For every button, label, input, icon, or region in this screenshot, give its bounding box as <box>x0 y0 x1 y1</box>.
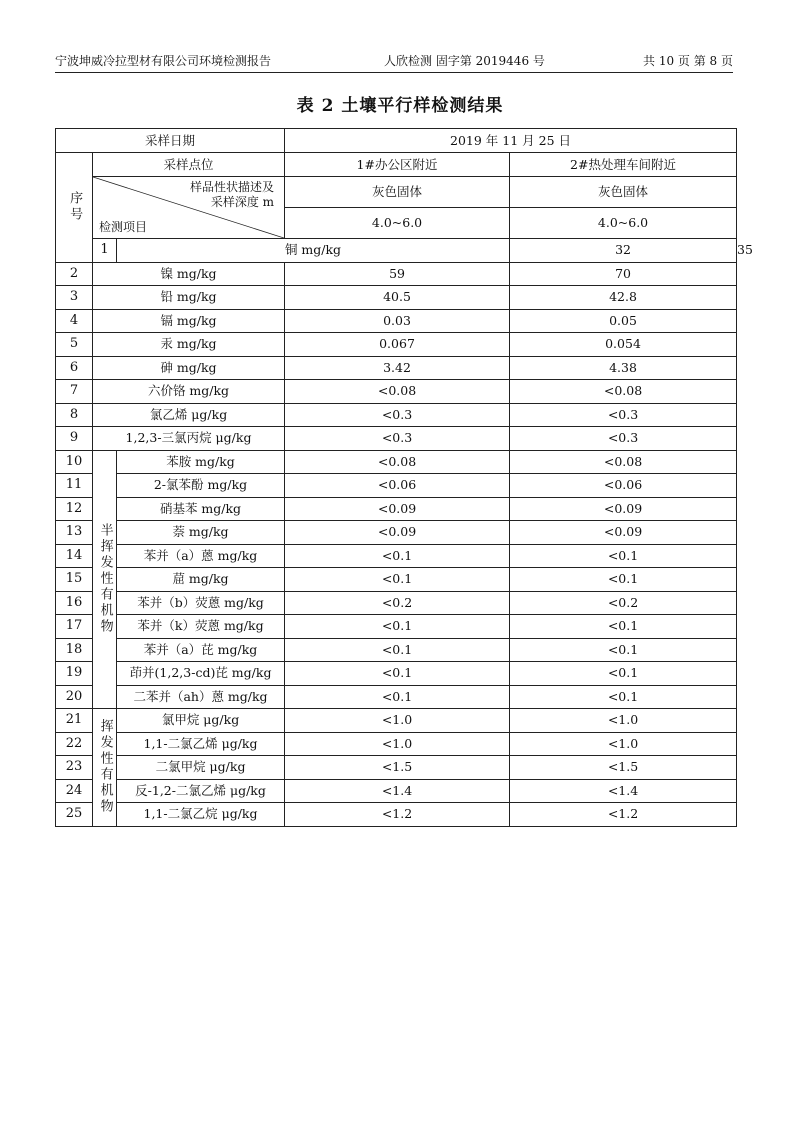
table-row <box>56 662 737 686</box>
point-2-name: 2#热处理车间附近 <box>510 153 737 177</box>
row-value-point-2: <0.3 <box>510 427 737 451</box>
row-value-point-2: <0.3 <box>510 403 737 427</box>
row-value-point-2: <0.1 <box>510 544 737 568</box>
row-number: 10 <box>56 450 93 474</box>
table-row <box>56 568 737 592</box>
row-number: 25 <box>56 803 93 827</box>
row-number: 4 <box>56 309 93 333</box>
table-row <box>56 497 737 521</box>
row-number: 8 <box>56 403 93 427</box>
row-value-point-1: <0.08 <box>285 450 510 474</box>
row-item: 萘 mg/kg <box>117 521 285 545</box>
row-item: 反-1,2-二氯乙烯 μg/kg <box>117 779 285 803</box>
row-number: 16 <box>56 591 93 615</box>
table-title: 表 2 土壤平行样检测结果 <box>296 96 504 116</box>
row-item: 二氯甲烷 μg/kg <box>117 756 285 780</box>
desc-label <box>190 180 274 210</box>
group-label-voc: 挥发性有机物 <box>93 709 117 827</box>
row-value-point-1: 59 <box>285 262 510 286</box>
row-value-point-2: 4.38 <box>510 356 737 380</box>
row-value-point-2: 70 <box>510 262 737 286</box>
row-value-point-2: <0.1 <box>510 662 737 686</box>
table-row <box>56 732 737 756</box>
row-item: 氯乙烯 μg/kg <box>93 403 285 427</box>
row-value-point-2: <0.1 <box>510 615 737 639</box>
row-number: 11 <box>56 474 93 498</box>
row-item: 苯并（a）芘 mg/kg <box>117 638 285 662</box>
soil-results-table <box>55 128 753 827</box>
row-item: 䓛 mg/kg <box>117 568 285 592</box>
header-row-point <box>56 153 737 177</box>
table-row <box>56 427 737 451</box>
row-item: 氯甲烷 μg/kg <box>117 709 285 733</box>
row-item: 苯胺 mg/kg <box>117 450 285 474</box>
row-number: 22 <box>56 732 93 756</box>
point-1-depth: 4.0~6.0 <box>285 208 510 239</box>
row-value-point-2: <0.1 <box>510 685 737 709</box>
table-row <box>56 450 737 474</box>
row-value-point-1: 0.067 <box>285 333 510 357</box>
table-row <box>56 286 737 310</box>
table-row <box>56 709 737 733</box>
row-value-point-1: 0.03 <box>285 309 510 333</box>
header-row-desc <box>56 177 737 208</box>
point-1-desc: 灰色固体 <box>285 177 510 208</box>
row-number: 13 <box>56 521 93 545</box>
row-value-point-2: <1.2 <box>510 803 737 827</box>
row-item: 汞 mg/kg <box>93 333 285 357</box>
table-row <box>56 615 737 639</box>
row-value-point-1: <0.3 <box>285 427 510 451</box>
row-item: 1,1-二氯乙烯 μg/kg <box>117 732 285 756</box>
seq-label: 序号 <box>56 153 93 263</box>
row-number: 14 <box>56 544 93 568</box>
row-value-point-2: <1.0 <box>510 709 737 733</box>
row-item: 苯并（k）荧蒽 mg/kg <box>117 615 285 639</box>
group-label-svoc: 半挥发性有机物 <box>93 450 117 709</box>
row-value-point-1: 3.42 <box>285 356 510 380</box>
row-number: 24 <box>56 779 93 803</box>
table-row <box>56 638 737 662</box>
item-label: 检测项目 <box>99 219 148 234</box>
row-item: 2-氯苯酚 mg/kg <box>117 474 285 498</box>
row-value-point-1: 32 <box>510 239 737 263</box>
row-value-point-1: <1.4 <box>285 779 510 803</box>
table-row <box>56 756 737 780</box>
row-value-point-1: <1.2 <box>285 803 510 827</box>
row-value-point-1: <0.08 <box>285 380 510 404</box>
row-number: 12 <box>56 497 93 521</box>
table-row <box>56 380 737 404</box>
row-number: 5 <box>56 333 93 357</box>
table-row <box>56 803 737 827</box>
row-item: 1,1-二氯乙烷 μg/kg <box>117 803 285 827</box>
row-item: 铅 mg/kg <box>93 286 285 310</box>
row-item: 苯并（b）荧蒽 mg/kg <box>117 591 285 615</box>
row-value-point-2: <0.1 <box>510 638 737 662</box>
row-item: 六价铬 mg/kg <box>93 380 285 404</box>
diagonal-header-cell <box>93 177 285 239</box>
table-row: 1 铜 mg/kg 32 35 <box>56 239 737 263</box>
header-company: 宁波坤威冷拉型材有限公司环境检测报告 <box>55 54 272 68</box>
page-header <box>55 50 733 73</box>
row-value-point-2: <0.06 <box>510 474 737 498</box>
row-value-point-2: <1.0 <box>510 732 737 756</box>
header-report-number: 人欣检测 固字第 2019446 号 <box>384 54 545 68</box>
row-number: 1 <box>93 239 117 263</box>
row-value-point-2: 42.8 <box>510 286 737 310</box>
point-1-name: 1#办公区附近 <box>285 153 510 177</box>
row-value-point-1: <1.5 <box>285 756 510 780</box>
row-item: 硝基苯 mg/kg <box>117 497 285 521</box>
row-value-point-1: <0.1 <box>285 615 510 639</box>
row-value-point-1: <0.09 <box>285 497 510 521</box>
sampling-date-value: 2019 年 11 月 25 日 <box>285 129 737 153</box>
sampling-date-label: 采样日期 <box>56 129 285 153</box>
point-2-depth: 4.0~6.0 <box>510 208 737 239</box>
table-row <box>56 333 737 357</box>
row-value-point-1: <0.3 <box>285 403 510 427</box>
row-value-point-2: 0.05 <box>510 309 737 333</box>
row-number: 21 <box>56 709 93 733</box>
row-value-point-2: <0.08 <box>510 380 737 404</box>
row-number: 6 <box>56 356 93 380</box>
table-row <box>56 591 737 615</box>
row-value-point-1: <0.1 <box>285 685 510 709</box>
row-item: 铜 mg/kg <box>117 239 510 263</box>
row-number: 3 <box>56 286 93 310</box>
row-number: 18 <box>56 638 93 662</box>
row-value-point-1: <0.1 <box>285 662 510 686</box>
row-number: 17 <box>56 615 93 639</box>
row-item: 镉 mg/kg <box>93 309 285 333</box>
table-row <box>56 474 737 498</box>
row-value-point-1: <0.1 <box>285 544 510 568</box>
row-value-point-2: <0.09 <box>510 521 737 545</box>
row-value-point-1: 40.5 <box>285 286 510 310</box>
row-value-point-2: <1.5 <box>510 756 737 780</box>
row-value-point-1: <1.0 <box>285 732 510 756</box>
point-label: 采样点位 <box>93 153 285 177</box>
row-item: 苯并（a）蒽 mg/kg <box>117 544 285 568</box>
row-value-point-1: <0.1 <box>285 638 510 662</box>
row-item: 镍 mg/kg <box>93 262 285 286</box>
point-2-desc: 灰色固体 <box>510 177 737 208</box>
row-item: 砷 mg/kg <box>93 356 285 380</box>
row-value-point-1: <0.06 <box>285 474 510 498</box>
table-row <box>56 356 737 380</box>
row-number: 19 <box>56 662 93 686</box>
row-value-point-2: <0.1 <box>510 568 737 592</box>
row-value-point-1: <0.2 <box>285 591 510 615</box>
row-number: 7 <box>56 380 93 404</box>
row-value-point-2: <0.08 <box>510 450 737 474</box>
table-row <box>56 262 737 286</box>
row-value-point-2: <0.09 <box>510 497 737 521</box>
table-row <box>56 403 737 427</box>
table-row <box>56 779 737 803</box>
row-value-point-2: <0.2 <box>510 591 737 615</box>
row-number: 20 <box>56 685 93 709</box>
row-value-point-2: 0.054 <box>510 333 737 357</box>
row-item: 1,2,3-三氯丙烷 μg/kg <box>93 427 285 451</box>
row-item: 二苯并（ah）蒽 mg/kg <box>117 685 285 709</box>
desc-label-line1: 样品性状描述及 <box>190 180 275 194</box>
header-page-number: 共 10 页 第 8 页 <box>643 54 733 68</box>
header-row-date <box>56 129 737 153</box>
table-row <box>56 544 737 568</box>
desc-label-line2: 采样深度 m <box>210 195 275 209</box>
row-value-point-1: <1.0 <box>285 709 510 733</box>
row-value-point-1: <0.09 <box>285 521 510 545</box>
row-item: 茚并(1,2,3-cd)芘 mg/kg <box>117 662 285 686</box>
row-value-point-1: <0.1 <box>285 568 510 592</box>
table-row <box>56 685 737 709</box>
row-value-point-2: <1.4 <box>510 779 737 803</box>
row-number: 15 <box>56 568 93 592</box>
table-row <box>56 521 737 545</box>
row-number: 9 <box>56 427 93 451</box>
row-number: 2 <box>56 262 93 286</box>
table-row <box>56 309 737 333</box>
row-number: 23 <box>56 756 93 780</box>
